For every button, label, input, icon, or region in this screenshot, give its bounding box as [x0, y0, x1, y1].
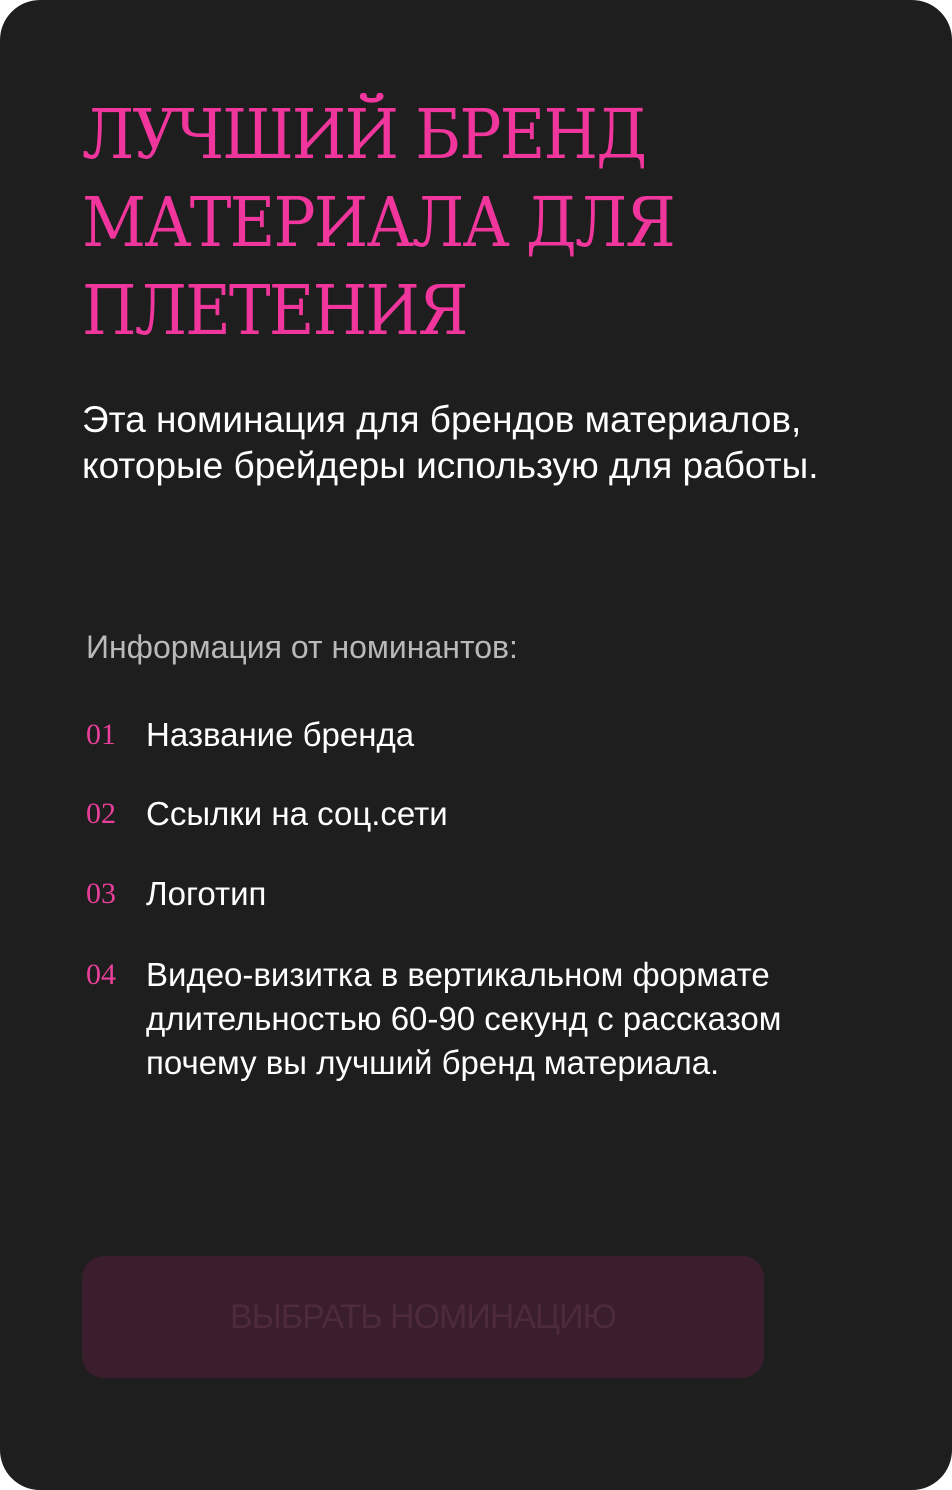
- requirement-number: 01: [86, 718, 116, 751]
- nomination-description: Эта номинация для брендов материалов, которые брейдеры использую для работы.: [82, 399, 819, 486]
- select-nomination-label: ВЫБРАТЬ НОМИНАЦИЮ: [230, 1297, 616, 1336]
- requirement-text: Название бренда: [146, 716, 415, 753]
- requirement-text: Логотип: [146, 875, 267, 912]
- info-heading: Информация от номинантов:: [86, 629, 518, 665]
- requirement-text: Видео-визитка в вертикальном формате длительностью 60-90 секунд с рассказом почему вы лучший бренд материала.: [146, 956, 782, 1081]
- requirement-number: 03: [86, 877, 116, 910]
- requirement-number: 02: [86, 797, 116, 830]
- requirement-number: 04: [86, 958, 116, 991]
- select-nomination-button[interactable]: [82, 1256, 764, 1378]
- nomination-title: ЛУЧШИЙ БРЕНД МАТЕРИАЛА ДЛЯ ПЛЕТЕНИЯ: [82, 96, 675, 351]
- requirement-text: Ссылки на соц.сети: [146, 795, 448, 832]
